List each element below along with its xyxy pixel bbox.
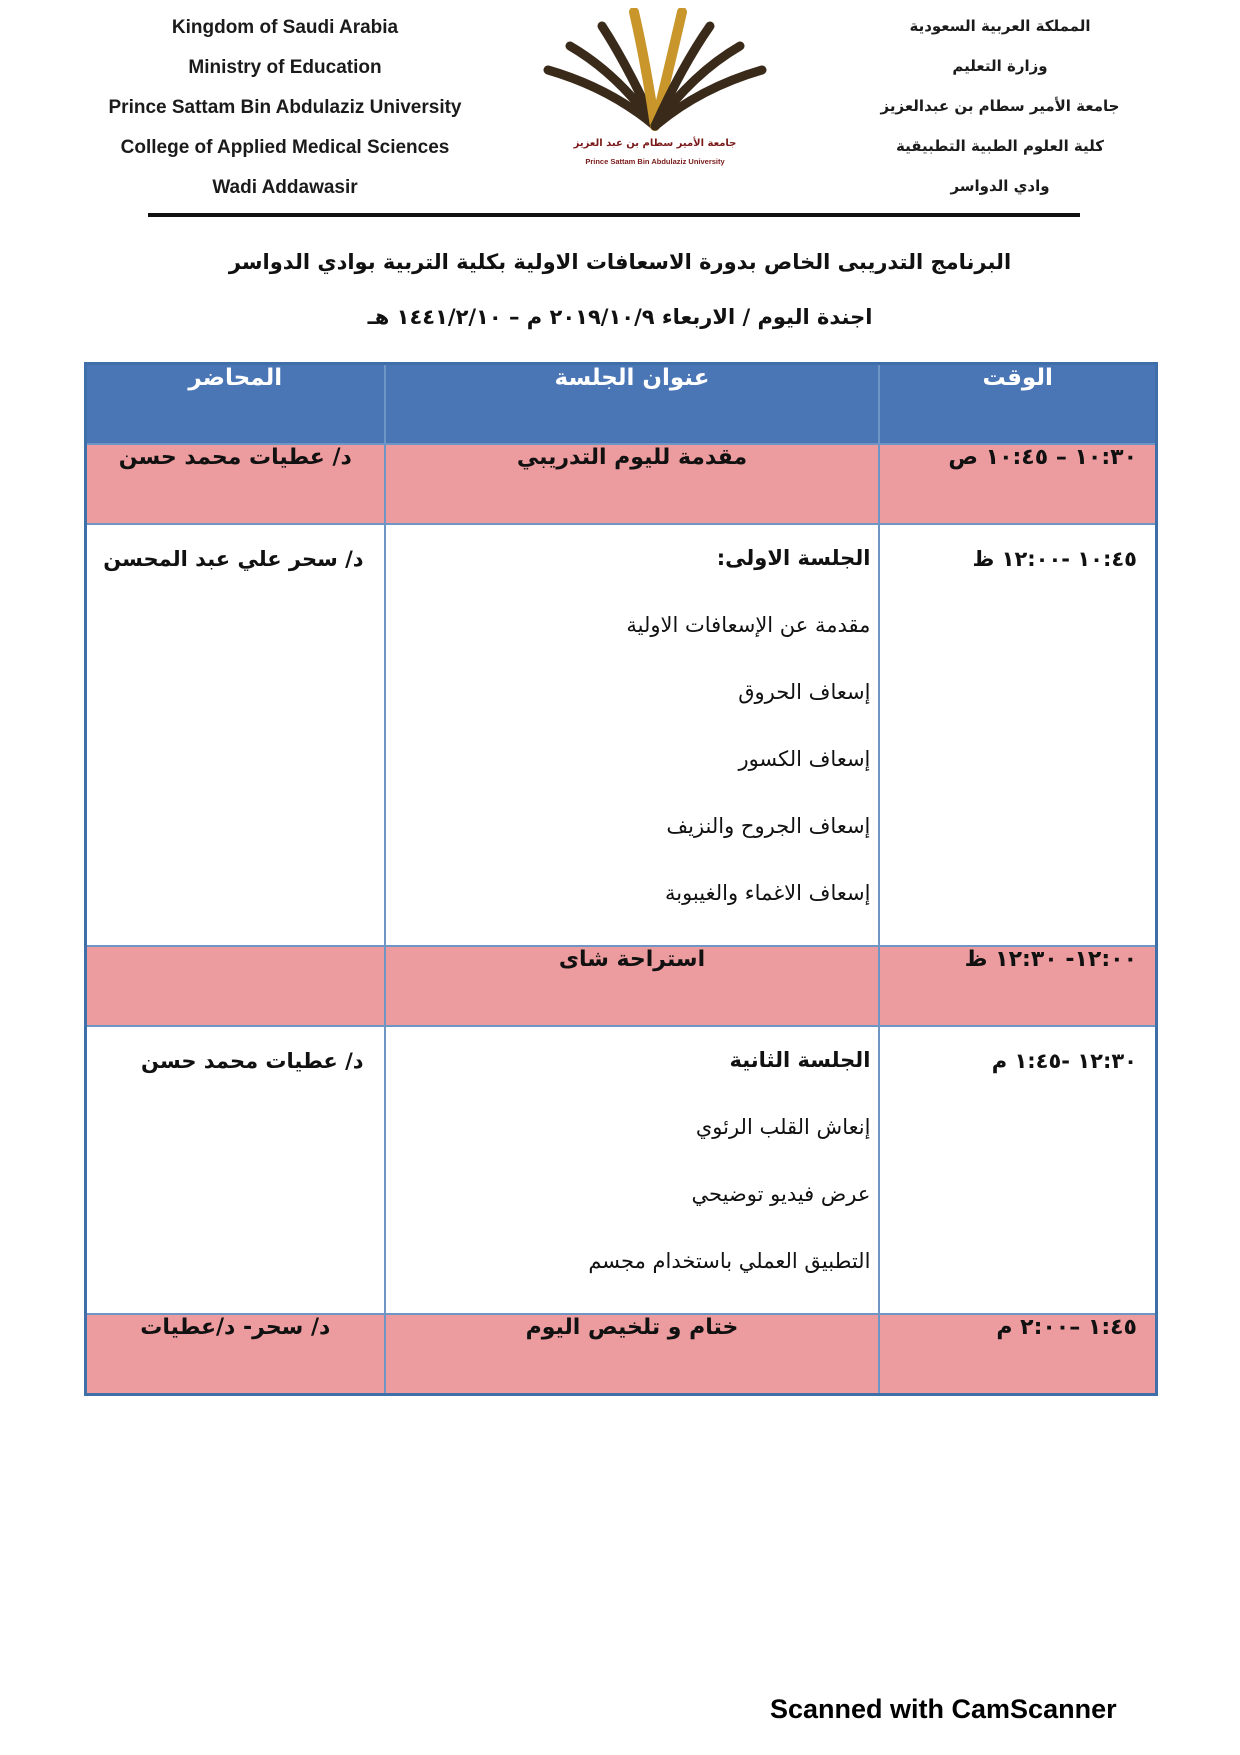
row-lecturer: د/ عطيات محمد حسن [86,1026,385,1314]
row-topic: ختام و تلخيص اليوم [385,1314,880,1395]
header-en-line: Ministry of Education [188,57,382,78]
row-topic [385,1026,880,1314]
header-ar-line: وزارة التعليم [952,57,1048,75]
header-en-line: Prince Sattam Bin Abdulaziz University [108,97,462,118]
row-topic: مقدمة لليوم التدريبي [385,444,880,524]
table-row [86,444,1157,524]
scanner-watermark: Scanned with CamScanner [770,1694,1117,1724]
header-en-line: Kingdom of Saudi Arabia [171,17,399,38]
topic-line: إسعاف الحروق [738,680,871,704]
topic-line: إنعاش القلب الرئوي [695,1115,871,1139]
topic-line: عرض فيديو توضيحي [691,1182,871,1206]
header-ar-line: كلية العلوم الطبية التطبيقية [896,137,1104,155]
agenda-table [84,362,1158,1396]
row-lecturer: د/ عطيات محمد حسن [86,444,385,524]
topic-line: إسعاف الجروح والنزيف [666,814,871,838]
document-title: البرنامج التدريبى الخاص بدورة الاسعافات الاولية بكلية التربية بوادي الدواسر [228,250,1012,274]
table-row [86,524,1157,946]
topic-line: إسعاف الكسور [738,747,871,771]
topic-line: إسعاف الاغماء والغيبوبة [664,881,871,905]
header-ar-line: المملكة العربية السعودية [909,17,1091,35]
header-topic: عنوان الجلسة [385,364,880,445]
row-lecturer: د/ سحر- د/عطيات [86,1314,385,1395]
row-time: ١٢:٠٠- ١٢:٣٠ ظ [879,946,1156,1026]
topic-line: التطبيق العملي باستخدام مجسم [588,1249,871,1273]
header-time: الوقت [879,364,1156,445]
row-time: ١٠:٤٥ -١٢:٠٠ ظ [879,524,1156,946]
row-time: ١٠:٣٠ – ١٠:٤٥ ص [879,444,1156,524]
row-topic: استراحة شاى [385,946,880,1026]
row-time: ١٢:٣٠ -١:٤٥ م [879,1026,1156,1314]
table-row [86,1314,1157,1395]
header-arabic [860,6,1140,206]
header-ar-line: وادي الدواسر [950,177,1050,195]
row-lecturer: د/ سحر علي عبد المحسن [86,524,385,946]
session-title: الجلسة الاولى: [716,546,871,570]
row-topic [385,524,880,946]
header-lecturer: المحاضر [86,364,385,445]
university-logo-icon [540,8,770,178]
agenda-date: اجندة اليوم / الاربعاء ٢٠١٩/١٠/٩ م – ١٤٤١/٢/١٠ هـ [367,305,873,329]
topic-line: مقدمة عن الإسعافات الاولية [626,613,871,637]
header-ar-line: جامعة الأمير سطام بن عبدالعزيز [880,97,1120,115]
header-divider [148,213,1080,217]
row-lecturer [86,946,385,1026]
header-english [95,8,475,208]
header-en-line: Wadi Addawasir [212,177,358,198]
session-title: الجلسة الثانية [729,1048,871,1072]
table-row [86,1026,1157,1314]
table-header-row [86,364,1157,445]
logo-arabic-text: جامعة الأمير سطام بن عبد العزيز [573,138,737,149]
header-en-line: College of Applied Medical Sciences [120,137,450,158]
logo-english-text: Prince Sattam Bin Abdulaziz University [585,157,725,166]
row-time: ١:٤٥ –٢:٠٠ م [879,1314,1156,1395]
table-row [86,946,1157,1026]
